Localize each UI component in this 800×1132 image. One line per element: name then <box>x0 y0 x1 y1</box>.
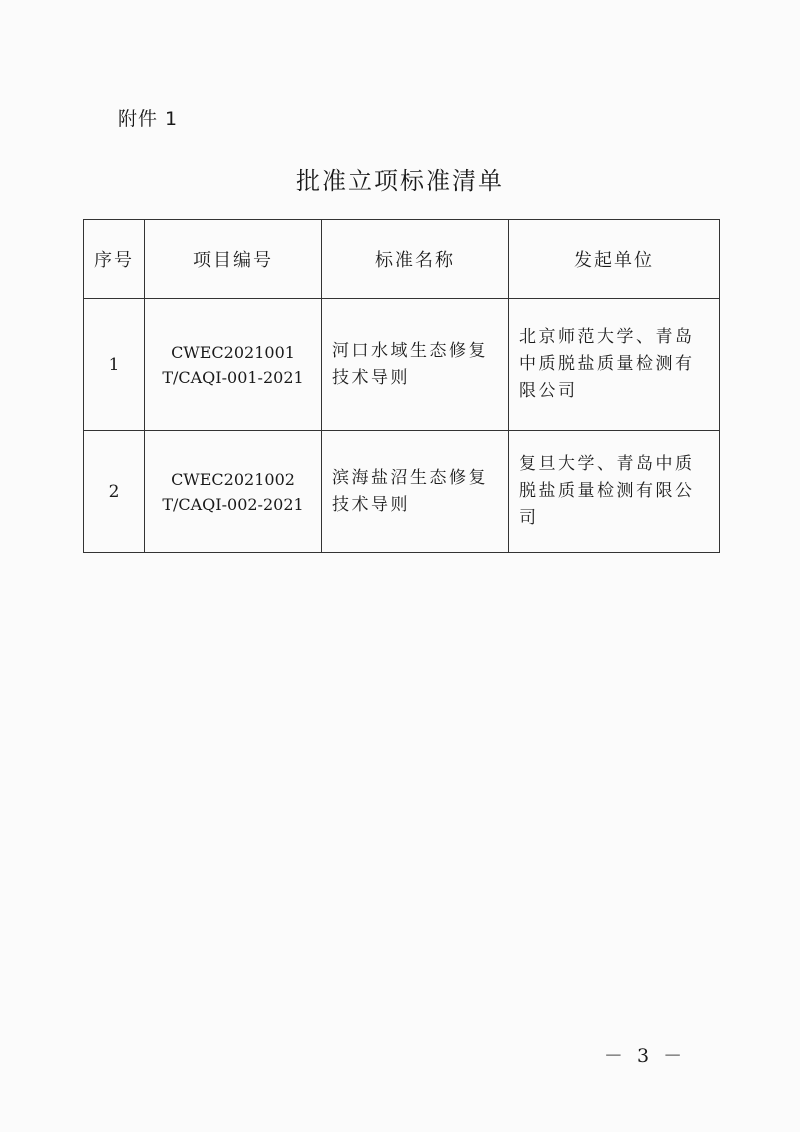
standards-table <box>83 219 720 553</box>
table-header-row <box>84 220 720 299</box>
row-initiating-unit: 北京师范大学、青岛中质脱盐质量检测有限公司 <box>509 299 720 431</box>
header-seq: 序号 <box>84 220 145 299</box>
attachment-label: 附件 1 <box>118 108 179 130</box>
document-title: 批准立项标准清单 <box>296 167 504 195</box>
header-project-code: 项目编号 <box>145 220 322 299</box>
project-code: CWEC2021002 <box>171 469 295 489</box>
standard-number: T/CAQI-002-2021 <box>162 494 304 514</box>
header-initiating-unit: 发起单位 <box>509 220 720 299</box>
standard-number: T/CAQI-001-2021 <box>162 367 304 387</box>
row-project-code <box>145 299 322 431</box>
project-code: CWEC2021001 <box>171 342 295 362</box>
row-standard-name: 滨海盐沼生态修复技术导则 <box>322 431 509 553</box>
table-row <box>84 431 720 553</box>
header-standard-name: 标准名称 <box>322 220 509 299</box>
row-project-code <box>145 431 322 553</box>
page-number: － 3 － <box>603 1045 687 1067</box>
row-standard-name: 河口水域生态修复技术导则 <box>322 299 509 431</box>
row-seq: 2 <box>84 431 145 553</box>
table-row <box>84 299 720 431</box>
row-seq: 1 <box>84 299 145 431</box>
row-initiating-unit: 复旦大学、青岛中质脱盐质量检测有限公司 <box>509 431 720 553</box>
